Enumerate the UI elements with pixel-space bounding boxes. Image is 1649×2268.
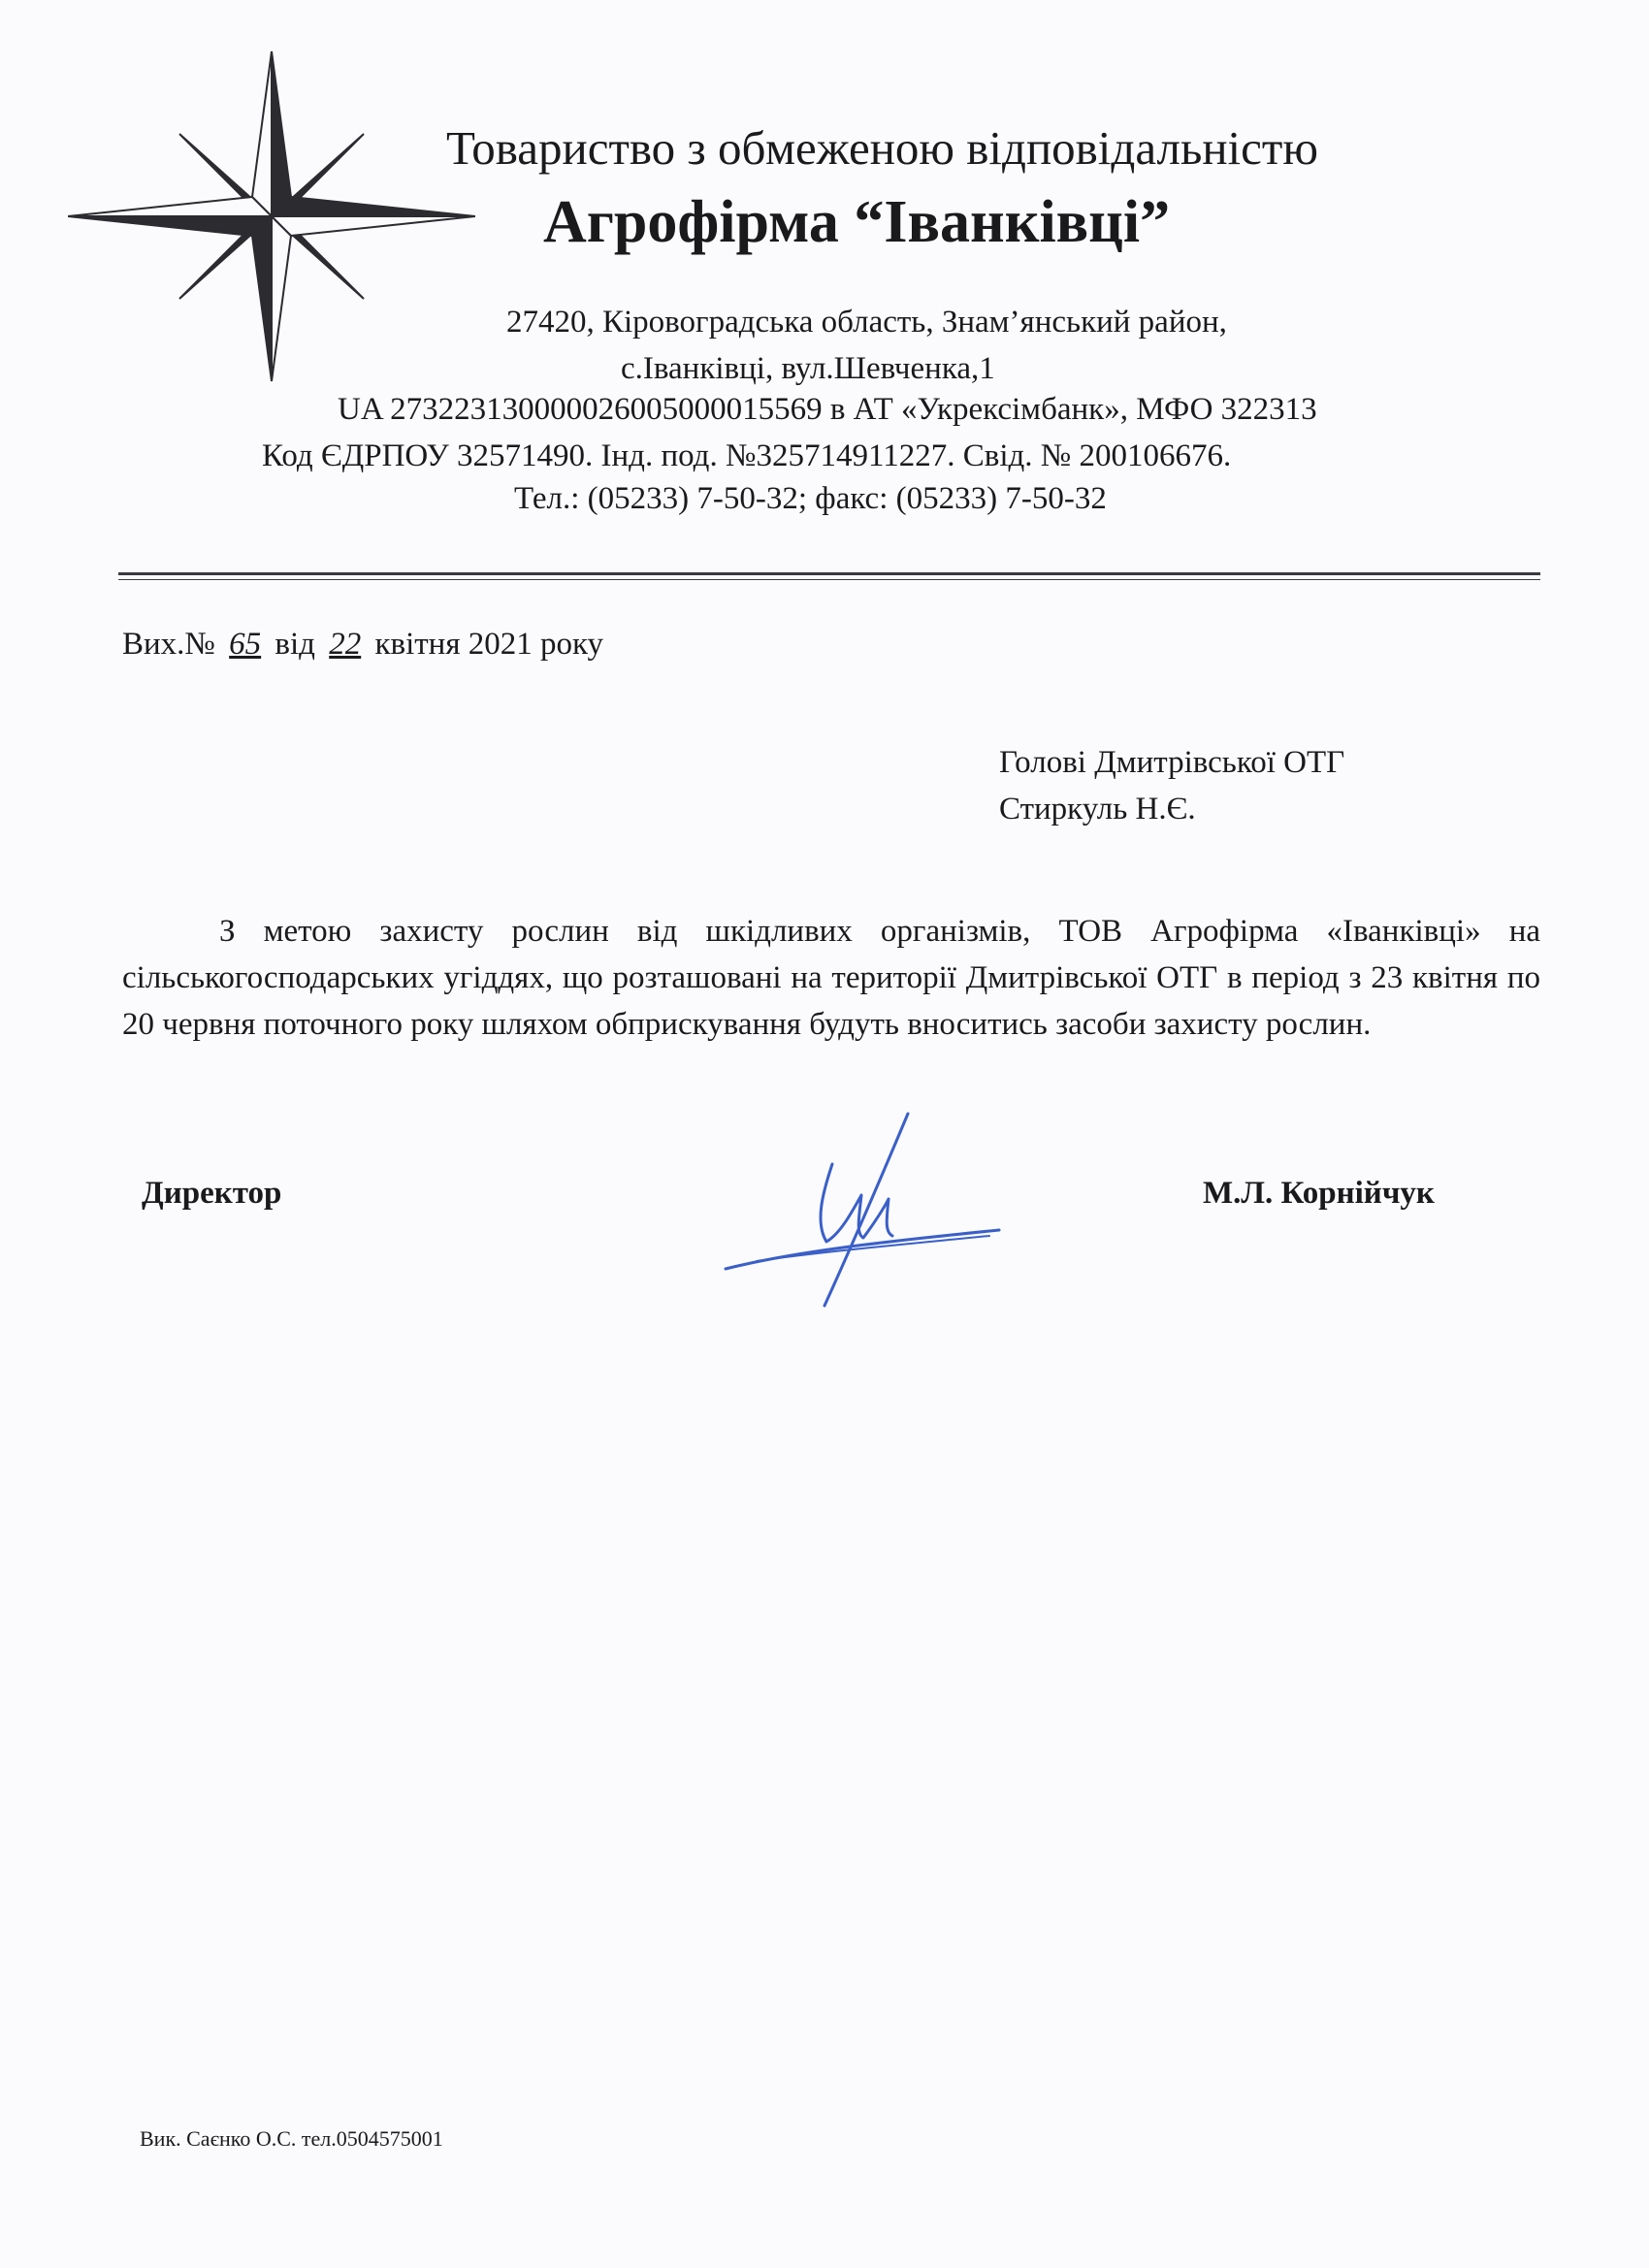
- header-divider-thin: [118, 579, 1540, 580]
- outgoing-prefix: Вих.№: [122, 627, 215, 662]
- outgoing-month-year: квітня 2021 року: [374, 627, 604, 662]
- compass-star-logo: [68, 39, 475, 388]
- outgoing-number: 65: [229, 627, 262, 662]
- outgoing-day: 22: [329, 627, 362, 662]
- header-divider: [118, 572, 1540, 575]
- registration-codes: Код ЄДРПОУ 32571490. Інд. под. №325714911227. Свід. № 200106676.: [262, 438, 1232, 473]
- org-type: Товариство з обмеженою відповідальністю: [446, 121, 1318, 175]
- signatory-position: Директор: [142, 1176, 282, 1211]
- addressee-title: Голові Дмитрівської ОТГ: [999, 745, 1345, 780]
- address-line-2: с.Іванківці, вул.Шевченка,1: [621, 351, 995, 386]
- phone-fax: Тел.: (05233) 7-50-32; факс: (05233) 7-50-32: [514, 481, 1107, 516]
- org-name: Агрофірма “Іванківці”: [543, 189, 1171, 255]
- bank-details: UA 273223130000026005000015569 в АТ «Укрексімбанк», МФО 322313: [338, 392, 1317, 427]
- addressee-name: Стиркуль Н.Є.: [999, 792, 1196, 826]
- letter-body: З метою захисту рослин від шкідливих організмів, ТОВ Агрофірма «Іванківці» на сільськогосподарських угіддях, що розташовані на території Дмитрівської ОТГ в період з 23 квітня по 20 червня поточного року шляхом обприскування будуть вноситись засоби захисту рослин.: [122, 914, 1540, 1042]
- executor-note: Вик. Саєнко О.С. тел.0504575001: [140, 2126, 443, 2151]
- outgoing-number-line: [122, 627, 603, 663]
- signatory-name: М.Л. Корнійчук: [1203, 1176, 1435, 1211]
- address-line-1: 27420, Кіровоградська область, Знам’янський район,: [506, 305, 1227, 340]
- outgoing-from-word: від: [275, 627, 315, 662]
- handwritten-signature: [718, 1106, 1009, 1310]
